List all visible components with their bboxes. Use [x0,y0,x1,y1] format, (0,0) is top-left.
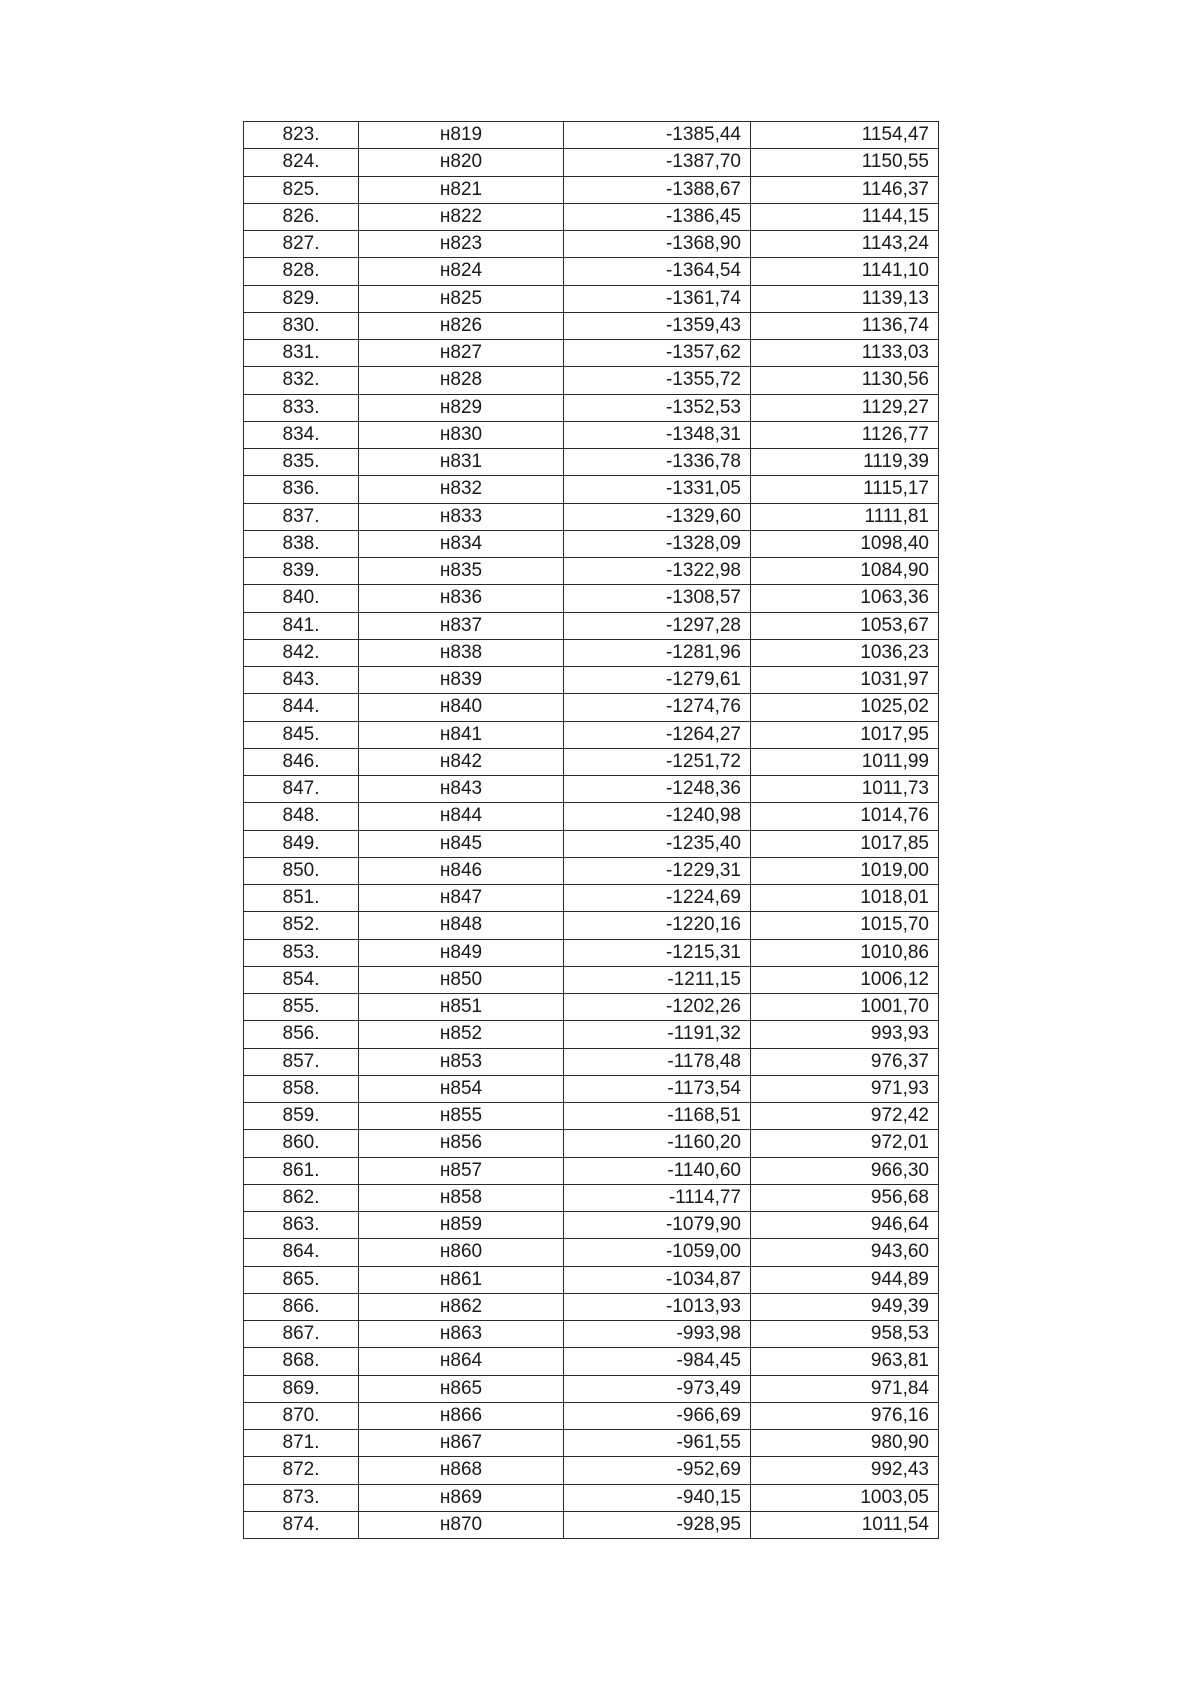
y-coordinate-cell: 1111,81 [751,503,939,530]
table-row [244,912,939,939]
row-number-cell: 826. [244,203,359,230]
table-row [244,367,939,394]
point-name-cell: н865 [359,1375,564,1402]
y-coordinate-cell: 980,90 [751,1430,939,1457]
row-number-cell: 835. [244,449,359,476]
table-row [244,1075,939,1102]
row-number-cell: 827. [244,231,359,258]
table-row [244,1157,939,1184]
table-row [244,885,939,912]
table-row [244,966,939,993]
y-coordinate-cell: 956,68 [751,1184,939,1211]
point-name-cell: н870 [359,1511,564,1538]
x-coordinate-cell: -1160,20 [564,1130,751,1157]
y-coordinate-cell: 971,84 [751,1375,939,1402]
coordinates-table-body [244,122,939,1539]
x-coordinate-cell: -1013,93 [564,1293,751,1320]
y-coordinate-cell: 1031,97 [751,667,939,694]
table-row [244,667,939,694]
x-coordinate-cell: -1297,28 [564,612,751,639]
x-coordinate-cell: -1235,40 [564,830,751,857]
y-coordinate-cell: 1001,70 [751,994,939,1021]
point-name-cell: н838 [359,639,564,666]
row-number-cell: 841. [244,612,359,639]
y-coordinate-cell: 993,93 [751,1021,939,1048]
point-name-cell: н824 [359,258,564,285]
x-coordinate-cell: -1368,90 [564,231,751,258]
point-name-cell: н827 [359,340,564,367]
row-number-cell: 866. [244,1293,359,1320]
row-number-cell: 864. [244,1239,359,1266]
row-number-cell: 870. [244,1402,359,1429]
x-coordinate-cell: -1248,36 [564,776,751,803]
x-coordinate-cell: -961,55 [564,1430,751,1457]
x-coordinate-cell: -1220,16 [564,912,751,939]
point-name-cell: н857 [359,1157,564,1184]
point-name-cell: н843 [359,776,564,803]
row-number-cell: 839. [244,558,359,585]
y-coordinate-cell: 966,30 [751,1157,939,1184]
table-row [244,1184,939,1211]
y-coordinate-cell: 1130,56 [751,367,939,394]
point-name-cell: н859 [359,1212,564,1239]
x-coordinate-cell: -1264,27 [564,721,751,748]
y-coordinate-cell: 1063,36 [751,585,939,612]
row-number-cell: 834. [244,421,359,448]
y-coordinate-cell: 976,37 [751,1048,939,1075]
row-number-cell: 847. [244,776,359,803]
y-coordinate-cell: 1011,99 [751,748,939,775]
x-coordinate-cell: -1251,72 [564,748,751,775]
table-row [244,639,939,666]
point-name-cell: н867 [359,1430,564,1457]
y-coordinate-cell: 1150,55 [751,149,939,176]
table-row [244,1375,939,1402]
x-coordinate-cell: -1308,57 [564,585,751,612]
x-coordinate-cell: -973,49 [564,1375,751,1402]
point-name-cell: н847 [359,885,564,912]
point-name-cell: н839 [359,667,564,694]
row-number-cell: 872. [244,1457,359,1484]
table-row [244,476,939,503]
coordinates-table [243,121,939,1539]
row-number-cell: 837. [244,503,359,530]
table-row [244,1239,939,1266]
table-row [244,1130,939,1157]
y-coordinate-cell: 1018,01 [751,885,939,912]
table-row [244,721,939,748]
table-row [244,1511,939,1538]
point-name-cell: н851 [359,994,564,1021]
x-coordinate-cell: -1388,67 [564,176,751,203]
row-number-cell: 856. [244,1021,359,1048]
y-coordinate-cell: 958,53 [751,1321,939,1348]
table-row [244,394,939,421]
x-coordinate-cell: -1364,54 [564,258,751,285]
y-coordinate-cell: 1014,76 [751,803,939,830]
table-row [244,176,939,203]
table-row [244,830,939,857]
y-coordinate-cell: 992,43 [751,1457,939,1484]
table-row [244,1021,939,1048]
table-row [244,231,939,258]
table-row [244,803,939,830]
row-number-cell: 838. [244,530,359,557]
table-row [244,421,939,448]
x-coordinate-cell: -1178,48 [564,1048,751,1075]
point-name-cell: н844 [359,803,564,830]
table-row [244,585,939,612]
row-number-cell: 859. [244,1103,359,1130]
row-number-cell: 868. [244,1348,359,1375]
row-number-cell: 846. [244,748,359,775]
point-name-cell: н855 [359,1103,564,1130]
x-coordinate-cell: -1357,62 [564,340,751,367]
y-coordinate-cell: 963,81 [751,1348,939,1375]
y-coordinate-cell: 1011,73 [751,776,939,803]
x-coordinate-cell: -1240,98 [564,803,751,830]
table-row [244,530,939,557]
point-name-cell: н866 [359,1402,564,1429]
y-coordinate-cell: 971,93 [751,1075,939,1102]
table-row [244,1348,939,1375]
point-name-cell: н819 [359,122,564,149]
row-number-cell: 851. [244,885,359,912]
point-name-cell: н826 [359,312,564,339]
row-number-cell: 831. [244,340,359,367]
x-coordinate-cell: -1385,44 [564,122,751,149]
row-number-cell: 861. [244,1157,359,1184]
table-row [244,1321,939,1348]
table-row [244,1457,939,1484]
point-name-cell: н831 [359,449,564,476]
point-name-cell: н834 [359,530,564,557]
table-row [244,1402,939,1429]
row-number-cell: 843. [244,667,359,694]
y-coordinate-cell: 1139,13 [751,285,939,312]
x-coordinate-cell: -1224,69 [564,885,751,912]
y-coordinate-cell: 943,60 [751,1239,939,1266]
x-coordinate-cell: -928,95 [564,1511,751,1538]
row-number-cell: 863. [244,1212,359,1239]
row-number-cell: 824. [244,149,359,176]
point-name-cell: н849 [359,939,564,966]
y-coordinate-cell: 1053,67 [751,612,939,639]
row-number-cell: 873. [244,1484,359,1511]
y-coordinate-cell: 1017,95 [751,721,939,748]
table-row [244,149,939,176]
point-name-cell: н836 [359,585,564,612]
table-row [244,939,939,966]
x-coordinate-cell: -984,45 [564,1348,751,1375]
y-coordinate-cell: 946,64 [751,1212,939,1239]
point-name-cell: н869 [359,1484,564,1511]
y-coordinate-cell: 944,89 [751,1266,939,1293]
row-number-cell: 836. [244,476,359,503]
table-row [244,776,939,803]
y-coordinate-cell: 1010,86 [751,939,939,966]
row-number-cell: 832. [244,367,359,394]
x-coordinate-cell: -1140,60 [564,1157,751,1184]
row-number-cell: 829. [244,285,359,312]
table-row [244,203,939,230]
point-name-cell: н829 [359,394,564,421]
y-coordinate-cell: 1011,54 [751,1511,939,1538]
x-coordinate-cell: -993,98 [564,1321,751,1348]
row-number-cell: 874. [244,1511,359,1538]
point-name-cell: н861 [359,1266,564,1293]
table-row [244,258,939,285]
point-name-cell: н862 [359,1293,564,1320]
point-name-cell: н823 [359,231,564,258]
row-number-cell: 865. [244,1266,359,1293]
y-coordinate-cell: 1015,70 [751,912,939,939]
point-name-cell: н841 [359,721,564,748]
y-coordinate-cell: 1019,00 [751,857,939,884]
row-number-cell: 848. [244,803,359,830]
row-number-cell: 860. [244,1130,359,1157]
row-number-cell: 828. [244,258,359,285]
point-name-cell: н828 [359,367,564,394]
x-coordinate-cell: -1279,61 [564,667,751,694]
x-coordinate-cell: -1215,31 [564,939,751,966]
y-coordinate-cell: 1084,90 [751,558,939,585]
x-coordinate-cell: -1079,90 [564,1212,751,1239]
row-number-cell: 871. [244,1430,359,1457]
table-row [244,285,939,312]
row-number-cell: 849. [244,830,359,857]
table-row [244,122,939,149]
x-coordinate-cell: -1168,51 [564,1103,751,1130]
table-row [244,1103,939,1130]
x-coordinate-cell: -1202,26 [564,994,751,1021]
row-number-cell: 830. [244,312,359,339]
point-name-cell: н837 [359,612,564,639]
point-name-cell: н830 [359,421,564,448]
y-coordinate-cell: 1017,85 [751,830,939,857]
x-coordinate-cell: -1191,32 [564,1021,751,1048]
y-coordinate-cell: 1098,40 [751,530,939,557]
table-row [244,503,939,530]
x-coordinate-cell: -1229,31 [564,857,751,884]
point-name-cell: н850 [359,966,564,993]
row-number-cell: 857. [244,1048,359,1075]
x-coordinate-cell: -1173,54 [564,1075,751,1102]
row-number-cell: 842. [244,639,359,666]
x-coordinate-cell: -1359,43 [564,312,751,339]
y-coordinate-cell: 972,42 [751,1103,939,1130]
table-row [244,312,939,339]
y-coordinate-cell: 1141,10 [751,258,939,285]
row-number-cell: 854. [244,966,359,993]
point-name-cell: н832 [359,476,564,503]
x-coordinate-cell: -1059,00 [564,1239,751,1266]
y-coordinate-cell: 1136,74 [751,312,939,339]
x-coordinate-cell: -940,15 [564,1484,751,1511]
table-row [244,1484,939,1511]
y-coordinate-cell: 972,01 [751,1130,939,1157]
point-name-cell: н852 [359,1021,564,1048]
y-coordinate-cell: 1119,39 [751,449,939,476]
y-coordinate-cell: 949,39 [751,1293,939,1320]
point-name-cell: н825 [359,285,564,312]
x-coordinate-cell: -1361,74 [564,285,751,312]
y-coordinate-cell: 1036,23 [751,639,939,666]
row-number-cell: 844. [244,694,359,721]
x-coordinate-cell: -1355,72 [564,367,751,394]
y-coordinate-cell: 1115,17 [751,476,939,503]
point-name-cell: н835 [359,558,564,585]
x-coordinate-cell: -1336,78 [564,449,751,476]
y-coordinate-cell: 1003,05 [751,1484,939,1511]
point-name-cell: н820 [359,149,564,176]
point-name-cell: н853 [359,1048,564,1075]
table-row [244,1048,939,1075]
row-number-cell: 825. [244,176,359,203]
x-coordinate-cell: -1274,76 [564,694,751,721]
table-row [244,694,939,721]
row-number-cell: 850. [244,857,359,884]
y-coordinate-cell: 976,16 [751,1402,939,1429]
x-coordinate-cell: -1211,15 [564,966,751,993]
x-coordinate-cell: -952,69 [564,1457,751,1484]
y-coordinate-cell: 1006,12 [751,966,939,993]
table-row [244,1212,939,1239]
y-coordinate-cell: 1129,27 [751,394,939,421]
row-number-cell: 845. [244,721,359,748]
point-name-cell: н845 [359,830,564,857]
row-number-cell: 833. [244,394,359,421]
point-name-cell: н822 [359,203,564,230]
point-name-cell: н842 [359,748,564,775]
point-name-cell: н860 [359,1239,564,1266]
point-name-cell: н854 [359,1075,564,1102]
point-name-cell: н821 [359,176,564,203]
table-row [244,748,939,775]
x-coordinate-cell: -1348,31 [564,421,751,448]
x-coordinate-cell: -1386,45 [564,203,751,230]
table-row [244,1293,939,1320]
table-row [244,449,939,476]
point-name-cell: н846 [359,857,564,884]
x-coordinate-cell: -1387,70 [564,149,751,176]
row-number-cell: 869. [244,1375,359,1402]
y-coordinate-cell: 1025,02 [751,694,939,721]
point-name-cell: н858 [359,1184,564,1211]
x-coordinate-cell: -1352,53 [564,394,751,421]
point-name-cell: н868 [359,1457,564,1484]
point-name-cell: н864 [359,1348,564,1375]
y-coordinate-cell: 1133,03 [751,340,939,367]
row-number-cell: 852. [244,912,359,939]
row-number-cell: 855. [244,994,359,1021]
y-coordinate-cell: 1143,24 [751,231,939,258]
table-row [244,340,939,367]
row-number-cell: 862. [244,1184,359,1211]
x-coordinate-cell: -1034,87 [564,1266,751,1293]
y-coordinate-cell: 1126,77 [751,421,939,448]
row-number-cell: 840. [244,585,359,612]
x-coordinate-cell: -1322,98 [564,558,751,585]
x-coordinate-cell: -966,69 [564,1402,751,1429]
row-number-cell: 858. [244,1075,359,1102]
y-coordinate-cell: 1146,37 [751,176,939,203]
x-coordinate-cell: -1114,77 [564,1184,751,1211]
x-coordinate-cell: -1329,60 [564,503,751,530]
point-name-cell: н856 [359,1130,564,1157]
y-coordinate-cell: 1154,47 [751,122,939,149]
row-number-cell: 867. [244,1321,359,1348]
row-number-cell: 853. [244,939,359,966]
table-row [244,612,939,639]
x-coordinate-cell: -1331,05 [564,476,751,503]
table-row [244,857,939,884]
x-coordinate-cell: -1328,09 [564,530,751,557]
table-row [244,1266,939,1293]
y-coordinate-cell: 1144,15 [751,203,939,230]
row-number-cell: 823. [244,122,359,149]
point-name-cell: н848 [359,912,564,939]
table-row [244,994,939,1021]
x-coordinate-cell: -1281,96 [564,639,751,666]
point-name-cell: н833 [359,503,564,530]
table-row [244,1430,939,1457]
point-name-cell: н840 [359,694,564,721]
table-row [244,558,939,585]
point-name-cell: н863 [359,1321,564,1348]
